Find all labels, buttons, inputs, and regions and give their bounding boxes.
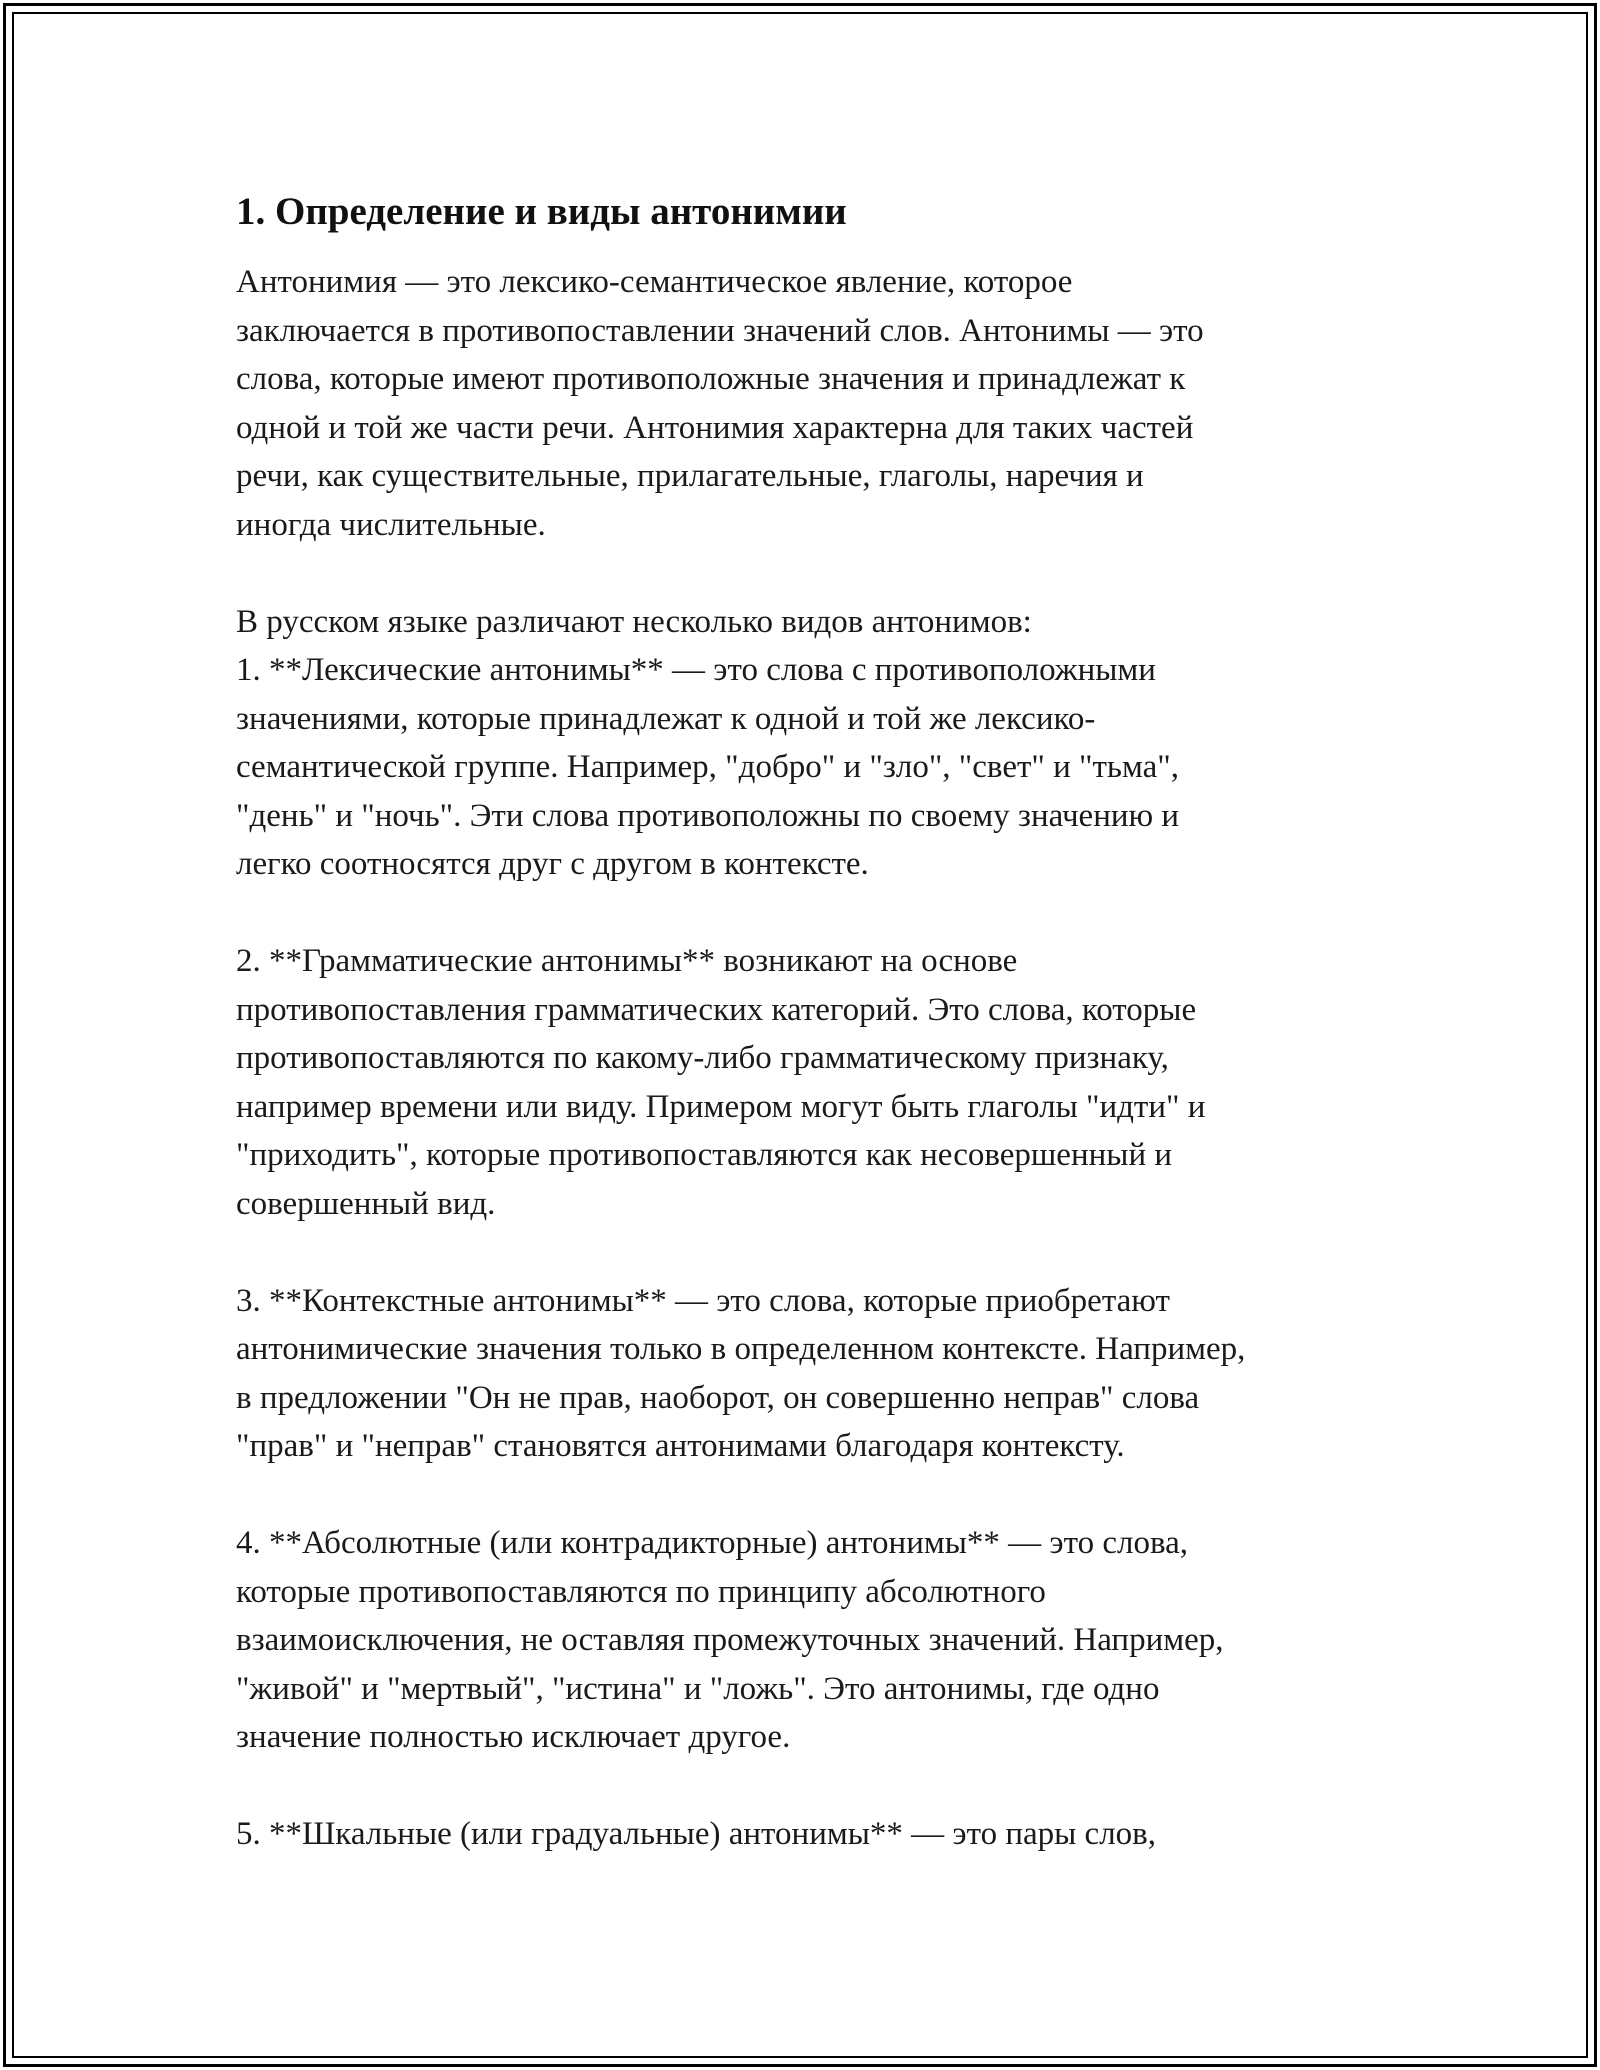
type-1-paragraph: 1. **Лексические антонимы** — это слова с противоположными значениями, которые принадлежат к одной и той же лексико- семантической группе. Например, "добро" и "зло", "свет" и "тьма", "день" и "ночь". Эти слова противоположны по своему значению и легко соотносятся друг с другом в контексте. — [236, 652, 1180, 882]
type-3-paragraph: 3. **Контекстные антонимы** — это слова, которые приобретают антонимические значения только в определенном контексте. Например, в предложении "Он не прав, наоборот, он совершенно неправ" слова "прав" и "неправ" становятся антонимами благодаря контексту. — [236, 1282, 1246, 1464]
paragraph-spacer — [236, 1471, 1386, 1520]
document-body — [236, 184, 1386, 1859]
intro-paragraph: Антонимия — это лексико-семантическое явление, которое заключается в противопоставлении значений слов. Антонимы — это слова, которые имеют противоположные значения и принадлежат к одной и той же части речи. Антонимия характерна для таких частей речи, как существительные, прилагательные, глаголы, наречия и иногда числительные. — [236, 264, 1204, 543]
paragraph-spacer — [236, 1762, 1386, 1811]
type-4-paragraph: 4. **Абсолютные (или контрадикторные) антонимы** — это слова, которые противопоставляются по принципу абсолютного взаимоисключения, не оставляя промежуточных значений. Например, "живой" и "мертвый", "истина" и "ложь". Это антонимы, где одно значение полностью исключает другое. — [236, 1525, 1224, 1755]
paragraph-spacer — [236, 1228, 1386, 1277]
type-2-paragraph: 2. **Грамматические антонимы** возникают на основе противопоставления грамматических категорий. Это слова, которые противопоставляются по какому-либо грамматическому признаку, например времени или виду. Примером могут быть глаголы "идти" и "приходить", которые противопоставляются как несовершенный и совершенный вид. — [236, 943, 1206, 1222]
type-5-paragraph: 5. **Шкальные (или градуальные) антонимы** — это пары слов, — [236, 1816, 1156, 1852]
section-heading: 1. Определение и виды антонимии — [236, 190, 847, 233]
types-lead-paragraph: В русском языке различают несколько видов антонимов: — [236, 603, 1032, 640]
paragraph-spacer — [236, 549, 1386, 598]
paragraph-spacer — [236, 889, 1386, 938]
